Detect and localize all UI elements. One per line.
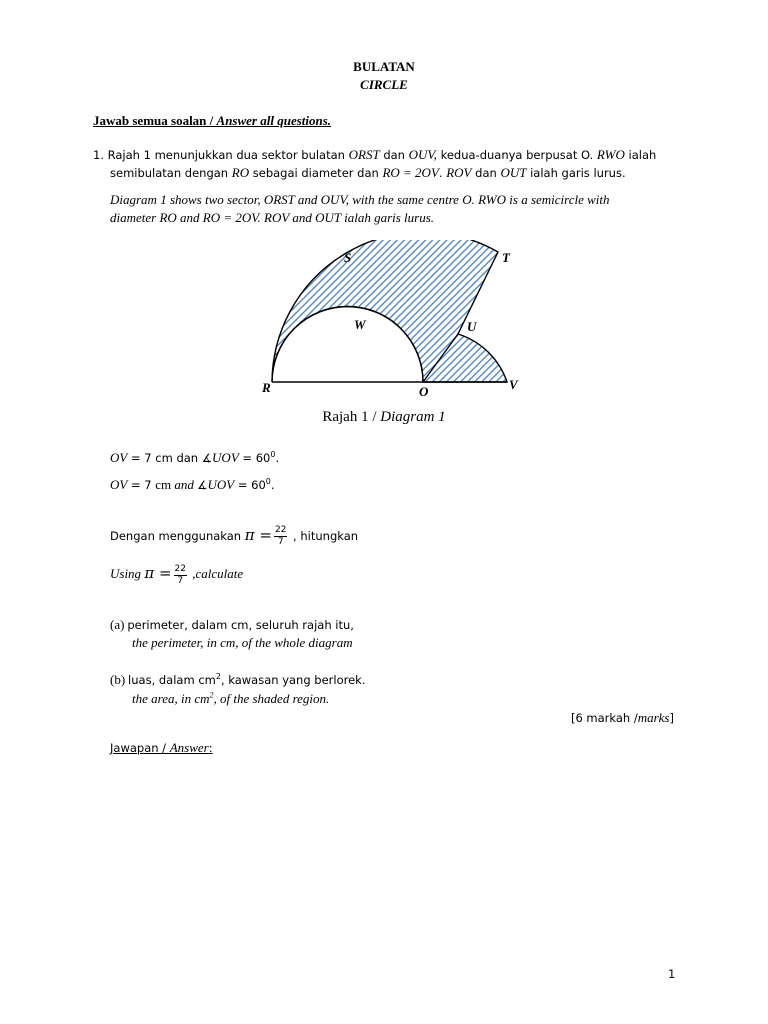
text-span: ialah garis lurus. <box>526 166 626 180</box>
fraction-22-7 <box>274 525 287 548</box>
fraction-numerator: 22 <box>274 525 287 535</box>
instructions <box>93 113 331 129</box>
answer-colon: : <box>208 741 213 755</box>
part-a-ms <box>110 617 354 633</box>
pi-symbol: π = <box>144 564 172 582</box>
label-t: T <box>502 250 510 265</box>
page-subtitle: CIRCLE <box>360 77 408 92</box>
marks-text: [6 markah / <box>570 711 638 725</box>
part-a-en: the perimeter, in cm, of the whole diagram <box>132 635 353 650</box>
text-span: . <box>270 478 275 492</box>
math-ro-2ov: RO = 2OV <box>382 165 439 180</box>
text-span: dan <box>471 166 501 180</box>
superscript: 2 <box>215 672 221 682</box>
text-span: ialah <box>624 148 657 162</box>
label-w: W <box>354 317 366 332</box>
shaded-region <box>272 240 507 382</box>
math-ov: OV <box>110 450 128 465</box>
math-uov: UOV <box>207 477 235 492</box>
page-number: 1 <box>668 967 676 981</box>
label-o: O <box>419 384 429 399</box>
sector-orst: ORST <box>348 147 380 162</box>
text-span: = 60 <box>238 451 271 465</box>
semicircle-rwo: RWO <box>596 147 625 162</box>
part-a-text: perimeter, dalam cm, seluruh rajah itu, <box>127 618 354 632</box>
instructions-ms: Jawab semua soalan / <box>93 113 217 128</box>
caption-en: Diagram 1 <box>380 409 446 425</box>
text-span: = 7 cm dan <box>127 451 202 465</box>
text-span: ,calculate <box>188 566 244 581</box>
fraction-numerator: 22 <box>174 563 186 574</box>
question-en-line2: diameter RO and RO = 2OV. ROV and OUT ialah garis lurus. <box>110 210 435 225</box>
angle-symbol: ∡ <box>201 451 213 465</box>
caption-ms: Rajah 1 / <box>322 409 381 425</box>
marks-en: marks <box>637 710 670 725</box>
angle-symbol: ∡ <box>197 478 208 492</box>
fraction-denominator: 7 <box>277 537 284 547</box>
text-span: the area, in cm <box>132 691 210 706</box>
label-r: R <box>262 380 271 395</box>
sector-ouv: OUV, <box>408 147 437 162</box>
text-span: dan <box>379 148 409 162</box>
text-span: , hitungkan <box>289 529 359 543</box>
text-span: = 60 <box>234 478 266 492</box>
question-ms-line2 <box>110 165 626 181</box>
pi-symbol: π = <box>244 526 272 544</box>
answer-ms: Jawapan / <box>110 741 170 755</box>
question-en-line1: Diagram 1 shows two sector, ORST and OUV, with the same centre O. RWO is a semicircle with <box>110 192 610 207</box>
math-uov: UOV <box>212 450 239 465</box>
text-span: semibulatan dengan <box>110 166 232 180</box>
text-span: kedua-duanya berpusat O. <box>436 148 597 162</box>
question-ms-line1 <box>93 147 656 163</box>
degree-sup: 0 <box>265 477 271 487</box>
givens-en <box>110 477 275 493</box>
superscript: 2 <box>209 690 214 700</box>
math-ov: OV <box>110 477 128 492</box>
math-rov: ROV <box>446 165 472 180</box>
text-span: Rajah 1 menunjukkan dua sektor bulatan <box>107 148 349 162</box>
text-and: and <box>171 477 198 492</box>
circle-diagram <box>255 240 530 402</box>
label-s: S <box>344 250 352 265</box>
part-b-text: luas, dalam cm <box>128 673 216 687</box>
part-b-label: (b) <box>110 672 126 687</box>
text-span: sebagai diameter dan <box>249 166 383 180</box>
text-span: Dengan menggunakan <box>110 529 245 543</box>
instructions-en: Answer all questions. <box>216 113 332 128</box>
text-span: = 7 <box>127 478 156 492</box>
part-b-ms <box>110 672 366 688</box>
answer-label <box>110 740 213 756</box>
text-span: Using <box>110 566 145 581</box>
math-ro: RO <box>231 165 250 180</box>
fraction-denominator: 7 <box>177 575 184 586</box>
part-b-en <box>132 691 329 707</box>
diagram-caption <box>0 409 768 426</box>
degree-sup: 0 <box>270 450 276 460</box>
part-b-text: , kawasan yang berlorek. <box>220 673 366 687</box>
givens-ms <box>110 450 279 466</box>
pi-line-ms <box>110 520 358 551</box>
answer-en: Answer <box>169 740 209 755</box>
question-number: 1. <box>93 148 104 162</box>
text-span: , of the shaded region. <box>213 691 330 706</box>
fraction-22-7 <box>174 564 187 587</box>
text-span: . <box>275 451 280 465</box>
marks-text: ] <box>669 711 674 725</box>
text-span: . <box>438 166 447 180</box>
unit-cm: cm <box>155 477 172 492</box>
marks <box>571 710 674 726</box>
math-out: OUT <box>500 165 527 180</box>
label-u: U <box>467 319 477 334</box>
part-a-label: (a) <box>110 617 125 632</box>
page-title: BULATAN <box>353 59 415 74</box>
pi-line-en <box>110 558 243 589</box>
label-v: V <box>509 377 518 392</box>
